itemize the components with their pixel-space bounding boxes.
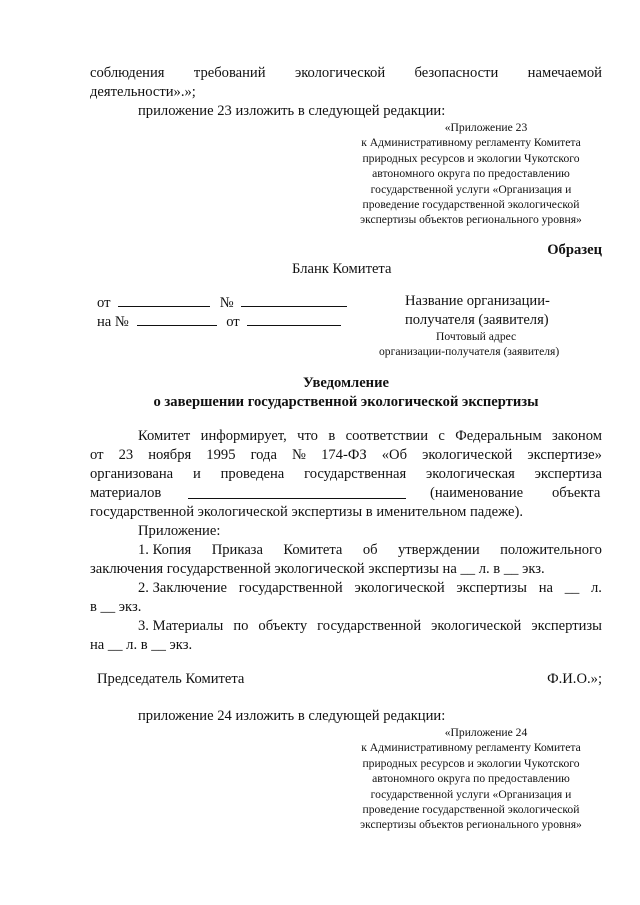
word: экологическая [426, 466, 515, 482]
annex-24-header [340, 725, 602, 833]
from-label-2: от [226, 314, 240, 330]
annex-line: к Административному регламенту Комитета [361, 136, 581, 150]
postal-line-2: организации-получателя (заявителя) [379, 345, 560, 358]
from-date-field [97, 292, 347, 313]
annex-line: природных ресурсов и экологии Чукотского [362, 756, 580, 770]
annex-line: «Приложение 24 [444, 726, 528, 739]
word: информирует, [200, 428, 287, 444]
word: организована [90, 466, 174, 482]
naming-word-2: объекта [552, 485, 601, 501]
word: соблюдения [90, 65, 165, 81]
body-line-5: государственной экологической экспертизы в именительном падеже). [90, 504, 524, 520]
intro-line-3: приложение 23 изложить в следующей редакции: [138, 103, 446, 119]
word: государственной [317, 618, 422, 634]
word: 174-ФЗ [321, 447, 367, 463]
annex-line: государственной услуги «Организация и [370, 787, 572, 801]
word: положительного [500, 542, 602, 558]
word: 1995 [206, 447, 236, 463]
word: и [192, 466, 201, 482]
annex-line: «Приложение 23 [444, 121, 528, 134]
word: __ [564, 580, 580, 596]
chair-label: Председатель Комитета [97, 671, 245, 687]
to-number-blank [137, 311, 217, 326]
postal-line-1: Почтовый адрес [436, 330, 517, 343]
word: Комитет [138, 428, 191, 444]
to-number-label: на № [97, 314, 129, 330]
word: № [292, 447, 306, 463]
word: по [233, 618, 249, 634]
word: 23 [118, 447, 134, 463]
annex-line: автономного округа по предоставлению [372, 772, 570, 786]
word: что [297, 428, 318, 444]
body-line-3 [90, 465, 602, 484]
from-label: от [97, 295, 111, 311]
annex-line: к Административному регламенту Комитета [361, 741, 581, 755]
to-date-blank [247, 311, 341, 326]
word: Приказа [211, 542, 263, 558]
word: законом [552, 428, 602, 444]
word: в [328, 428, 336, 444]
reply-to-field [97, 311, 341, 332]
word: государственной [238, 580, 343, 596]
word: проведена [220, 466, 285, 482]
annex-23-header [340, 120, 602, 228]
word: от [90, 447, 104, 463]
annex-line: природных ресурсов и экологии Чукотского [362, 151, 580, 165]
word: 1. Копия [138, 542, 192, 558]
outro-line: приложение 24 изложить в следующей редакции: [138, 708, 446, 724]
name-label: Ф.И.О.»; [547, 671, 602, 687]
word: года [250, 447, 277, 463]
word: безопасности [414, 65, 499, 81]
word: требований [193, 65, 266, 81]
body-line-1 [138, 427, 602, 446]
body-line-2 [90, 446, 602, 465]
naming-word-1: (наименование [430, 485, 524, 501]
recipient-line-2: получателя (заявителя) [405, 312, 549, 328]
annex-line: проведение государственной экологической [362, 198, 580, 212]
annex-line: экспертизы объектов регионального уровня» [360, 818, 582, 832]
annex-line: проведение государственной экологической [362, 803, 580, 817]
date-blank [118, 292, 210, 307]
item-2-line-1 [138, 579, 602, 598]
word: экологической [354, 580, 445, 596]
word: экспертизе» [527, 447, 602, 463]
number-blank [241, 292, 347, 307]
word: экспертизы [531, 618, 602, 634]
word: ноября [148, 447, 192, 463]
word: экспертиза [534, 466, 602, 482]
recipient-line-1: Название организации- [405, 293, 550, 309]
word: 3. Материалы [138, 618, 224, 634]
word: объекту [258, 618, 308, 634]
materials-word: материалов [90, 485, 162, 501]
word: Федеральным [455, 428, 542, 444]
word: намечаемой [527, 65, 602, 81]
word: на [538, 580, 553, 596]
materials-blank [188, 484, 406, 499]
word: соответствии [345, 428, 429, 444]
item-2-line-2: в __ экз. [90, 599, 142, 615]
word: утверждении [398, 542, 480, 558]
number-label: № [219, 295, 234, 311]
intro-line-2: деятельности».»; [90, 84, 196, 100]
word: экспертизы [456, 580, 527, 596]
word: об [362, 542, 378, 558]
word: экологической [294, 65, 386, 81]
word: «Об [381, 447, 407, 463]
attachment-label: Приложение: [138, 523, 221, 539]
sample-label: Образец [547, 242, 602, 258]
notice-title-2: о завершении государственной экологической экспертизы [153, 394, 539, 410]
item-3-line-1 [138, 617, 602, 636]
word: экологической [431, 618, 522, 634]
blank-label: Бланк Комитета [292, 261, 392, 277]
word: экологической [422, 447, 513, 463]
notice-title-1: Уведомление [303, 375, 389, 391]
word: с [438, 428, 445, 444]
word: государственная [304, 466, 407, 482]
word: л. [591, 580, 602, 596]
item-3-line-2: на __ л. в __ экз. [90, 637, 193, 653]
word: Комитета [283, 542, 343, 558]
item-1-line-2: заключения государственной экологической экспертизы на __ л. в __ экз. [90, 561, 545, 577]
annex-line: государственной услуги «Организация и [370, 182, 572, 196]
word: 2. Заключение [138, 580, 228, 596]
intro-line-1 [90, 64, 602, 83]
annex-line: автономного округа по предоставлению [372, 167, 570, 181]
item-1-line-1 [138, 541, 602, 560]
annex-line: экспертизы объектов регионального уровня» [360, 213, 582, 227]
